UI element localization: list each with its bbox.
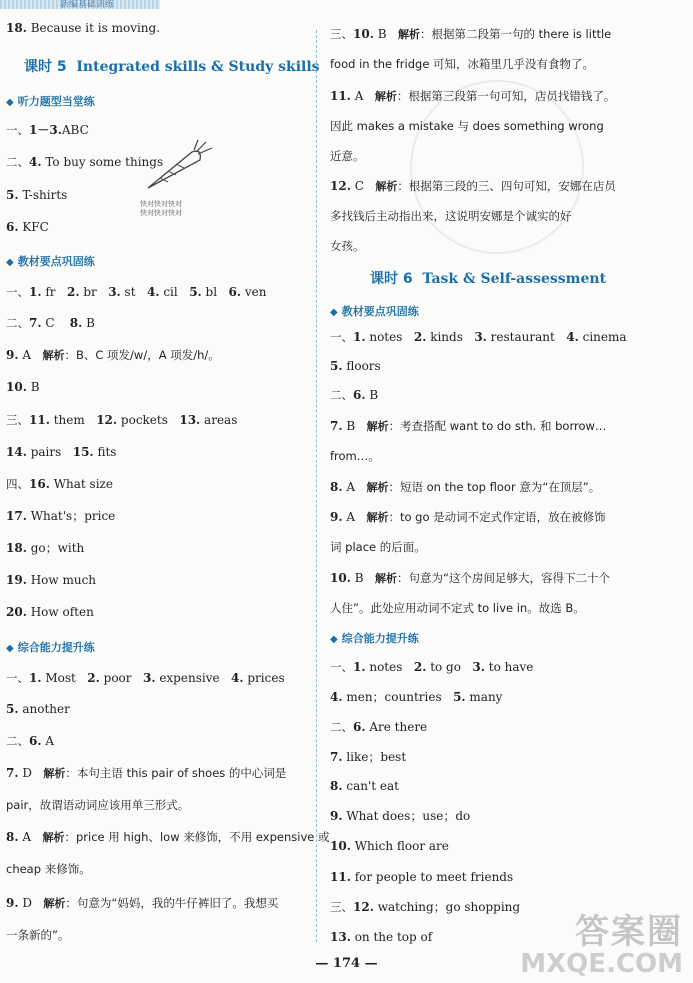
answer-r12-cont2: 女孩。 — [330, 239, 365, 253]
answer-c7-cont: pair，故谓语动词应该用单三形式。 — [6, 798, 190, 812]
answer-c8-cont: cheap 来修饰。 — [6, 862, 91, 876]
watermark-text: 答案圈 — [575, 912, 683, 952]
answer-d10: 10. B 解析：句意为“这个房间足够大，容得下二十个 — [330, 571, 610, 585]
answer-d5: 5. floors — [330, 359, 381, 373]
answer-d10-cont: 人住”。此处应用动词不定式 to live in。故选 B。 — [330, 601, 585, 615]
answer-d7-cont: from…。 — [330, 449, 380, 463]
answer-c8: 8. A 解析：price 用 high、low 来修饰，不用 expensive 或 — [6, 830, 330, 844]
section-textbook-right: ◆ 教材要点巩固练 — [330, 305, 419, 318]
diamond-icon: ◆ — [6, 97, 14, 108]
stamp-watermark — [410, 80, 584, 254]
answer-9: 9. A 解析：B、C 项发/w/，A 项发/h/。 — [6, 348, 220, 362]
answer-1-3: 一、1－3.ABC — [6, 123, 89, 137]
diamond-icon: ◆ — [330, 634, 338, 645]
lesson-5-heading: 课时 5 Integrated skills & Study skills — [24, 59, 320, 75]
answer-18: 18. Because it is moving. — [6, 21, 161, 35]
answer-d8: 8. A 解析：短语 on the top floor 意为“在顶层”。 — [330, 480, 601, 494]
answer-e8: 8. can't eat — [330, 779, 399, 793]
answer-e10: 10. Which floor are — [330, 839, 449, 853]
answer-e7: 7. like；best — [330, 750, 407, 764]
watermark — [520, 904, 683, 979]
answer-e12: 三、12. watching；go shopping — [330, 900, 521, 914]
carrot-icon — [140, 138, 220, 198]
answer-row-e1-3: 一、1. notes 2. to go 3. to have — [330, 660, 534, 674]
answer-16: 四、16. What size — [6, 477, 113, 491]
answer-d9-cont: 词 place 的后面。 — [330, 540, 426, 554]
answer-r11-cont: 因此 makes a mistake 与 does something wrong — [330, 119, 604, 133]
answer-19: 19. How much — [6, 573, 97, 587]
diamond-icon: ◆ — [330, 307, 338, 318]
answer-r12-cont: 多找钱后主动指出来，这说明安娜是个诚实的好 — [330, 209, 572, 223]
answer-c5: 5. another — [6, 702, 70, 716]
diamond-icon: ◆ — [6, 643, 14, 654]
answer-18b: 18. go；with — [6, 541, 85, 555]
answer-17: 17. What's；price — [6, 509, 116, 523]
answer-r10-cont: food in the fridge 可知，冰箱里几乎没有食物了。 — [330, 57, 595, 71]
answer-c6: 二、6. A — [6, 734, 55, 748]
answer-d9: 9. A 解析：to go 是动词不定式作定语，放在被修饰 — [330, 510, 606, 524]
answer-e9: 9. What does；use；do — [330, 809, 471, 823]
answer-c7: 7. D 解析：本句主语 this pair of shoes 的中心词是 — [6, 766, 287, 780]
answer-6: 6. KFC — [6, 220, 49, 234]
watermark-url: MXQE.COM — [520, 949, 683, 979]
header-band — [0, 0, 160, 9]
answer-row-14-15: 14. pairs 15. fits — [6, 445, 117, 459]
answer-row-7-8: 二、7. C 8. B — [6, 316, 95, 330]
answer-c9-cont: 一条新的”。 — [6, 928, 70, 942]
answer-row-1-6: 一、1. fr 2. br 3. st 4. cil 5. bl 6. ven — [6, 285, 267, 299]
header-band-text: 新编基础训练 — [60, 0, 115, 10]
answer-10: 10. B — [6, 380, 40, 394]
answer-d6: 二、6. B — [330, 388, 379, 402]
answer-e11: 11. for people to meet friends — [330, 870, 514, 884]
diamond-icon: ◆ — [6, 257, 14, 268]
answer-c9: 9. D 解析：句意为“妈妈，我的牛仔裤旧了。我想买 — [6, 896, 279, 910]
column-divider — [316, 30, 317, 942]
answer-r10: 三、10. B 解析：根据第二段第一句的 there is little — [330, 27, 612, 41]
section-listening: ◆ 听力题型当堂练 — [6, 95, 95, 108]
answer-r11-cont2: 近意。 — [330, 149, 365, 163]
section-comprehensive-right: ◆ 综合能力提升练 — [330, 632, 419, 645]
answer-20: 20. How often — [6, 605, 94, 619]
lesson-6-heading: 课时 6 Task & Self-assessment — [370, 271, 607, 287]
answer-4: 二、4. To buy some things — [6, 155, 164, 169]
answer-5: 5. T-shirts — [6, 188, 68, 202]
stamp-text: 快对快对快对 快对快对快对 — [140, 200, 182, 217]
answer-e13: 13. on the top of — [330, 930, 433, 944]
answer-row-c1-4: 一、1. Most 2. poor 3. expensive 4. prices — [6, 671, 285, 685]
answer-e6: 二、6. Are there — [330, 720, 428, 734]
answer-row-e4-5: 4. men；countries 5. many — [330, 690, 503, 704]
page-number: — 174 — — [315, 956, 378, 971]
answer-r11: 11. A 解析：根据第三段第一句可知，店员找错钱了。 — [330, 89, 616, 103]
answer-row-11-13: 三、11. them 12. pockets 13. areas — [6, 413, 238, 427]
answer-row-d1-4: 一、1. notes 2. kinds 3. restaurant 4. cinema — [330, 330, 627, 344]
section-comprehensive: ◆ 综合能力提升练 — [6, 641, 95, 654]
answer-d7: 7. B 解析：考查搭配 want to do sth. 和 borrow… — [330, 419, 607, 433]
section-textbook: ◆ 教材要点巩固练 — [6, 255, 95, 268]
answer-r12: 12. C 解析：根据第三段的三、四句可知，安娜在店员 — [330, 179, 616, 193]
